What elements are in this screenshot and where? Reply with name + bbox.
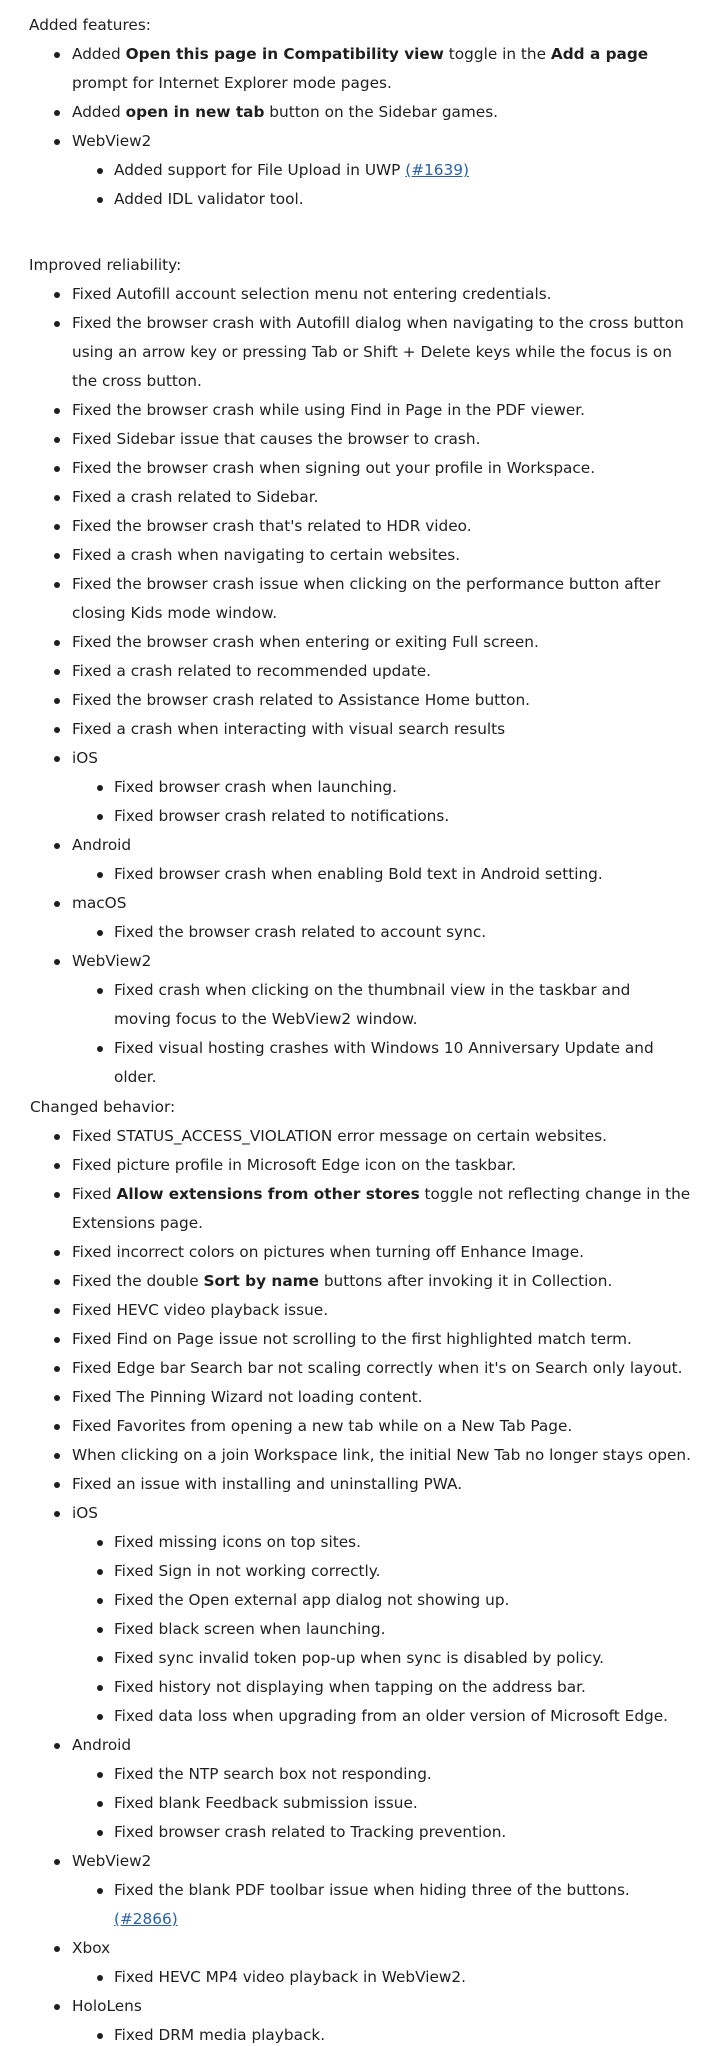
list-item [0, 425, 713, 454]
item-text: Fixed visual hosting crashes with Windows 10 Anniversary Update and older. [114, 1039, 654, 1086]
item-text: Fixed the browser crash while using Find in Page in the PDF viewer. [72, 401, 586, 419]
platform-group [0, 1847, 713, 1934]
item-text: Fixed an issue with installing and uninstalling PWA. [72, 1475, 463, 1493]
list-item [0, 1876, 697, 1934]
list-item [0, 396, 713, 425]
list-item [0, 40, 713, 98]
item-text: Fixed The Pinning Wizard not loading content. [72, 1388, 423, 1406]
platform-group [0, 1992, 713, 2046]
item-text: Fixed blank Feedback submission issue. [114, 1794, 418, 1812]
platform-sublist [72, 1963, 697, 1992]
list-item [0, 1354, 713, 1383]
list-item [0, 1789, 697, 1818]
ui-term-bold: Allow extensions from other stores [116, 1185, 420, 1203]
platform-sublist [72, 976, 697, 1092]
item-text: Fixed the browser crash when entering or exiting Full screen. [72, 633, 539, 651]
platform-sublist [72, 1876, 697, 1934]
list-item [0, 2021, 697, 2046]
platform-group [0, 127, 713, 214]
list-item [0, 1470, 713, 1499]
issue-link[interactable]: (#2866) [114, 1910, 178, 1928]
item-text: Fixed Find on Page issue not scrolling to the first highlighted match term. [72, 1330, 632, 1348]
list-item [0, 512, 713, 541]
list-item [0, 1441, 713, 1470]
platform-sublist [72, 773, 697, 831]
item-text: Fixed DRM media playback. [114, 2026, 326, 2044]
section-heading-added-features: Added features: [29, 16, 151, 34]
item-text: Added [72, 45, 126, 63]
list-item [0, 1034, 697, 1092]
list-item [0, 1325, 713, 1354]
list-item [0, 802, 697, 831]
item-text: Fixed crash when clicking on the thumbnail view in the taskbar and moving focus to the WebView2 window. [114, 981, 631, 1028]
list-item [0, 976, 697, 1034]
platform-group [0, 1934, 713, 1992]
issue-link[interactable]: (#1639) [405, 161, 469, 179]
item-text: Added support for File Upload in UWP [114, 161, 406, 179]
platform-group [0, 1499, 713, 1731]
item-text: Fixed the browser crash when signing out your profile in Workspace. [72, 459, 596, 477]
list-item [0, 1818, 697, 1847]
item-text: Fixed HEVC MP4 video playback in WebView2. [114, 1968, 466, 1986]
item-text: button on the Sidebar games. [264, 103, 499, 121]
list-item [0, 98, 713, 127]
platform-sublist [72, 860, 697, 889]
item-text: toggle not reflecting change in the Extensions page. [72, 1185, 691, 1232]
item-text: Fixed Edge bar Search bar not scaling correctly when it's on Search only layout. [72, 1359, 683, 1377]
item-text: Fixed STATUS_ACCESS_VIOLATION error message on certain websites. [72, 1127, 608, 1145]
item-text: Added [72, 103, 126, 121]
item-text: Fixed the browser crash that's related to HDR video. [72, 517, 472, 535]
item-text: Fixed browser crash related to notifications. [114, 807, 450, 825]
item-text: Fixed a crash related to recommended update. [72, 662, 432, 680]
item-text: Fixed browser crash when launching. [114, 778, 397, 796]
item-text: Fixed Sidebar issue that causes the browser to crash. [72, 430, 481, 448]
item-text: Fixed browser crash when enabling Bold text in Android setting. [114, 865, 603, 883]
list-item [0, 628, 713, 657]
item-text: Fixed [72, 1185, 117, 1203]
ui-term-bold: open in new tab [125, 103, 265, 121]
item-text: Fixed the double [72, 1272, 204, 1290]
ui-term-bold: Open this page in Compatibility view [125, 45, 444, 63]
ui-term-bold: Sort by name [203, 1272, 319, 1290]
list-item [0, 541, 713, 570]
item-text: iOS [72, 1504, 99, 1522]
platform-sublist [72, 156, 697, 214]
item-text: When clicking on a join Workspace link, the initial New Tab no longer stays open. [72, 1446, 691, 1464]
platform-group [0, 831, 713, 889]
item-text: Fixed the Open external app dialog not showing up. [114, 1591, 510, 1609]
changed-behavior-list [0, 1122, 713, 2046]
list-item [0, 1296, 713, 1325]
item-text: Fixed HEVC video playback issue. [72, 1301, 329, 1319]
item-text: Fixed a crash related to Sidebar. [72, 488, 319, 506]
added-features-list [0, 40, 713, 214]
item-text: Fixed the browser crash related to Assistance Home button. [72, 691, 531, 709]
list-item [0, 686, 713, 715]
list-item [0, 860, 697, 889]
item-text: Fixed Favorites from opening a new tab while on a New Tab Page. [72, 1417, 573, 1435]
platform-sublist [72, 1528, 697, 1731]
list-item [0, 1963, 697, 1992]
section-heading-improved-reliability: Improved reliability: [29, 256, 182, 274]
item-text: Fixed Sign in not working correctly. [114, 1562, 381, 1580]
list-item [0, 715, 713, 744]
item-text: Fixed picture profile in Microsoft Edge icon on the taskbar. [72, 1156, 517, 1174]
list-item [0, 918, 697, 947]
item-text: WebView2 [72, 132, 152, 150]
section-heading-changed-behavior: Changed behavior: [30, 1098, 176, 1116]
list-item [0, 1673, 697, 1702]
item-text: Fixed incorrect colors on pictures when turning off Enhance Image. [72, 1243, 584, 1261]
platform-group [0, 744, 713, 831]
item-text: Fixed a crash when navigating to certain websites. [72, 546, 461, 564]
item-text: Xbox [72, 1939, 111, 1957]
item-text: prompt for Internet Explorer mode pages. [72, 74, 392, 92]
platform-sublist [72, 2021, 697, 2046]
item-text: Fixed Autofill account selection menu not entering credentials. [72, 285, 552, 303]
platform-group [0, 1731, 713, 1847]
list-item [0, 280, 713, 309]
item-text: Fixed the blank PDF toolbar issue when hiding three of the buttons. [114, 1881, 630, 1899]
platform-group [0, 947, 713, 1092]
list-item [0, 1267, 713, 1296]
item-text: WebView2 [72, 1852, 152, 1870]
list-item [0, 185, 697, 214]
item-text: Fixed sync invalid token pop-up when sync is disabled by policy. [114, 1649, 604, 1667]
item-text: Fixed history not displaying when tapping on the address bar. [114, 1678, 586, 1696]
list-item [0, 657, 713, 686]
platform-group [0, 889, 713, 947]
item-text: HoloLens [72, 1997, 142, 2015]
list-item [0, 1760, 697, 1789]
item-text: iOS [72, 749, 99, 767]
item-text: Fixed the browser crash with Autofill dialog when navigating to the cross button using an arrow key or pressing Tab or Shift + Delete keys while the focus is on the cross button. [72, 314, 684, 390]
item-text: Fixed the browser crash issue when clicking on the performance button after closing Kids mode window. [72, 575, 661, 622]
item-text: Added IDL validator tool. [114, 190, 304, 208]
list-item [0, 1122, 713, 1151]
list-item [0, 1238, 713, 1267]
list-item [0, 1412, 713, 1441]
list-item [0, 1644, 697, 1673]
item-text: macOS [72, 894, 127, 912]
list-item [0, 1702, 697, 1731]
list-item [0, 1586, 697, 1615]
item-text: Fixed data loss when upgrading from an older version of Microsoft Edge. [114, 1707, 669, 1725]
platform-sublist [72, 918, 697, 947]
item-text: Fixed black screen when launching. [114, 1620, 386, 1638]
platform-sublist [72, 1760, 697, 1847]
item-text: Fixed the browser crash related to account sync. [114, 923, 487, 941]
item-text: WebView2 [72, 952, 152, 970]
list-item [0, 454, 713, 483]
list-item [0, 1383, 713, 1412]
list-item [0, 1557, 697, 1586]
item-text: Android [72, 836, 132, 854]
list-item [0, 1615, 697, 1644]
item-text: toggle in the [443, 45, 551, 63]
item-text: Fixed a crash when interacting with visual search results [72, 720, 506, 738]
list-item [0, 156, 697, 185]
list-item [0, 1528, 697, 1557]
improved-reliability-list [0, 280, 713, 1092]
item-text: Fixed the NTP search box not responding. [114, 1765, 432, 1783]
list-item [0, 309, 713, 396]
list-item [0, 773, 697, 802]
item-text: buttons after invoking it in Collection. [318, 1272, 613, 1290]
list-item [0, 483, 713, 512]
item-text: Fixed missing icons on top sites. [114, 1533, 361, 1551]
list-item [0, 1180, 713, 1238]
ui-term-bold: Add a page [550, 45, 649, 63]
item-text: Android [72, 1736, 132, 1754]
list-item [0, 1151, 713, 1180]
item-text: Fixed browser crash related to Tracking prevention. [114, 1823, 507, 1841]
list-item [0, 570, 713, 628]
